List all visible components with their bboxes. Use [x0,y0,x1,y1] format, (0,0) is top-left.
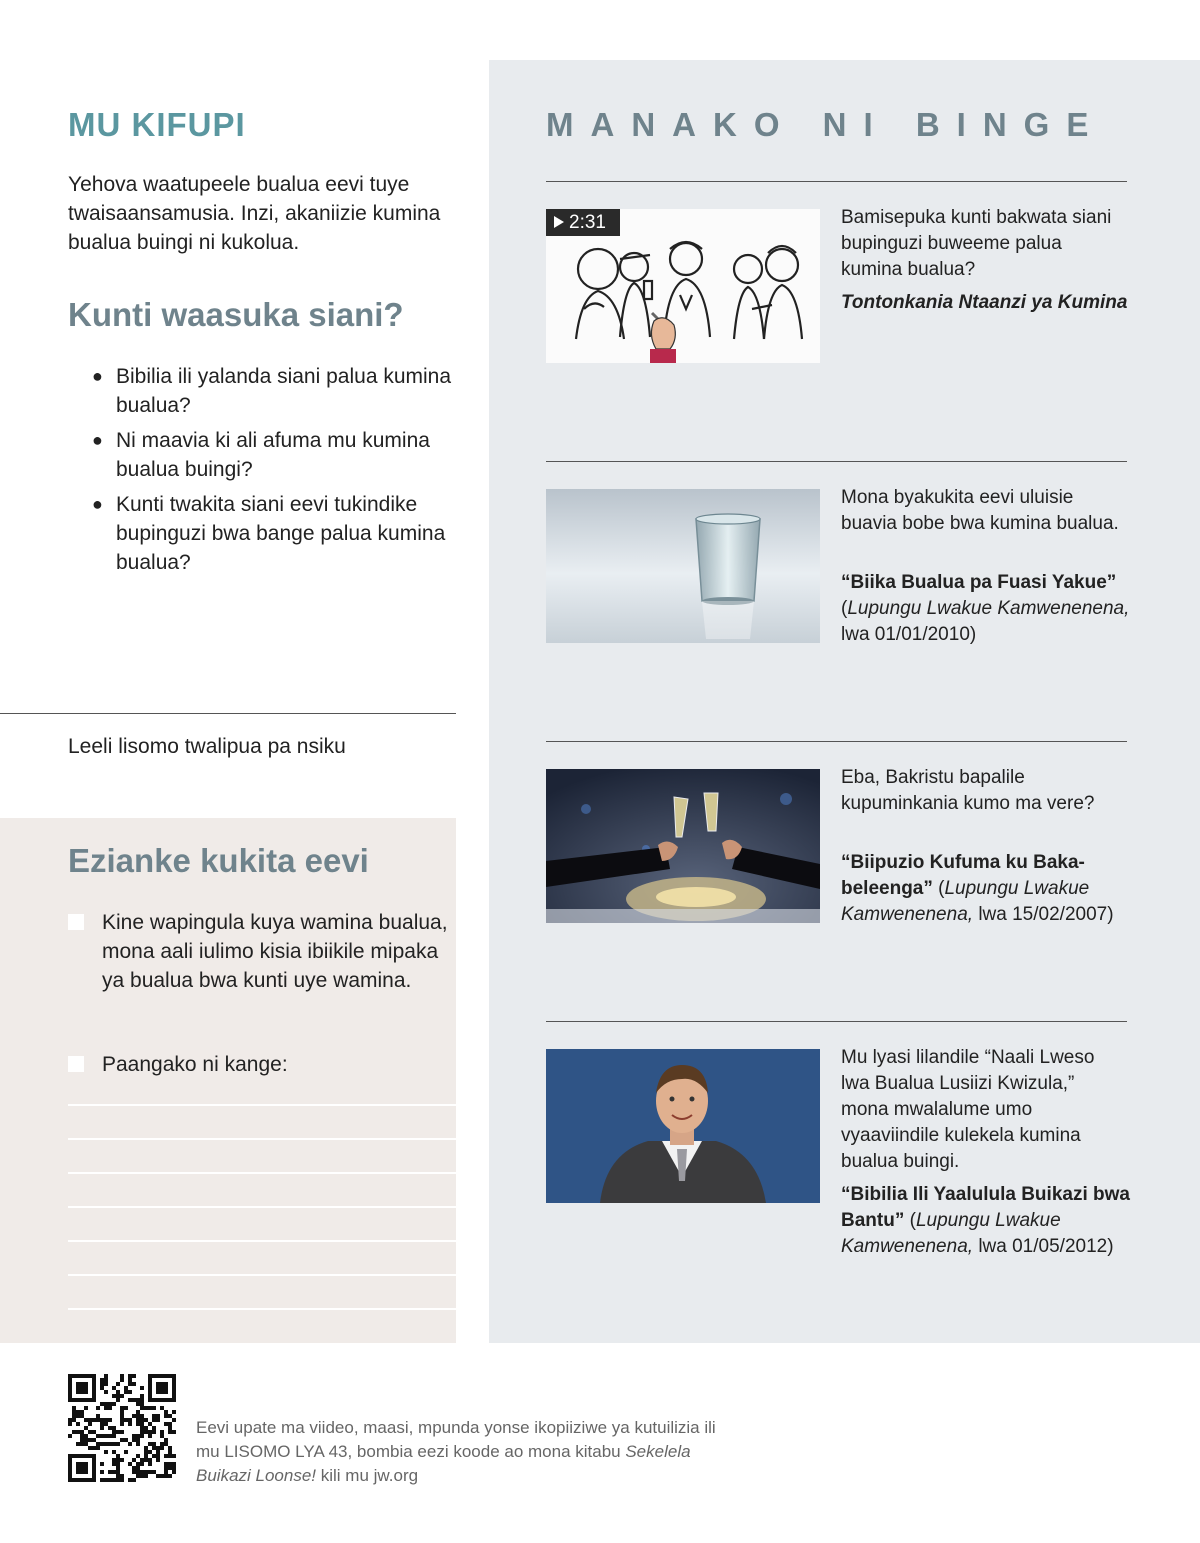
writing-line[interactable] [68,1240,456,1242]
footer-text: Eevi upate ma viideo, maasi, mpunda yonse ikopiiziwe ya kutuilizia ili mu LISOMO LYA 43, bombia eezi koode ao mona kitabu Sekelela Buikazi Loonse! kili mu jw.org [196,1418,716,1485]
bullet-icon: ● [92,366,103,386]
magazine-name: Lupungu Lwakue Kamwenenena, [841,878,1090,925]
entry-description: Mona byakukita eevi uluisie buavia bobe bwa kumina bualua. [841,487,1119,534]
article-reference[interactable]: “Biipuzio Kufuma ku Baka-beleenga” (Lupungu Lwakue Kamwenenena, lwa 15/02/2007) [841,852,1114,925]
date-label: Leeli lisomo twalipua pa nsiku [68,735,346,758]
article-reference[interactable]: “Biika Bualua pa Fuasi Yakue” (Lupungu Lwakue Kamwenenena, lwa 01/01/2010) [841,572,1130,645]
entry-description: Bamisepuka kunti bakwata siani bupinguzi buweeme palua kumina bualua? [841,207,1112,280]
divider [546,1021,1127,1022]
book-title: Sekelela Buikazi Loonse! [196,1442,691,1485]
article-reference[interactable]: “Bibilia Ili Yaalulula Buikazi bwa Bantu” (Lupungu Lwakue Kamwenenena, lwa 01/05/2012) [841,1184,1130,1257]
writing-line[interactable] [68,1308,456,1310]
issue-date: lwa 15/02/2007 [978,904,1108,925]
checklist-text: Kine wapingula kuya wamina bualua, mona aali iulimo kisia ibiikile mipaka ya bualua bwa kunti uye wamina. [102,911,448,992]
article-title[interactable]: “Bibilia Ili Yaalulula Buikazi bwa Bantu” [841,1184,1130,1231]
writing-line[interactable] [68,1138,456,1140]
question-item [92,490,462,577]
divider [546,461,1127,462]
checkbox[interactable] [68,1056,84,1072]
video-thumbnail[interactable] [546,209,820,363]
more-title: MANAKO NI BINGE [546,106,1106,143]
divider [0,713,456,714]
summary-title: MU KIFUPI [68,106,246,143]
bullet-icon: ● [92,430,103,450]
writing-line[interactable] [68,1104,456,1106]
play-icon [554,216,564,228]
magazine-name: Lupungu Lwakue Kamwenenena, [841,1210,1061,1257]
entry-description: Eba, Bakristu bapalile kupuminkania kumo ma vere? [841,767,1095,814]
magazine-name: Lupungu Lwakue Kamwenenena, [847,598,1130,619]
entry-description: Mu lyasi lilandile “Naali Lweso lwa Bualua Lusiizi Kwizula,” mona mwalalume umo vyaaviindile kulekela kumina bualua buingi. [841,1047,1095,1172]
writing-line[interactable] [68,1172,456,1174]
qr-code[interactable] [68,1374,176,1482]
issue-date: lwa 01/05/2012 [978,1236,1108,1257]
qr-code-icon [68,1374,176,1482]
question-text: Kunti twakita siani eevi tukindike bupinguzi bwa bange palua kumina bualua? [116,493,446,574]
question-text: Ni maavia ki ali afuma mu kumina bualua buingi? [116,429,430,481]
writing-line[interactable] [68,1206,456,1208]
divider [546,741,1127,742]
video-title-link[interactable]: Tontonkania Ntaanzi ya Kumina [841,292,1128,313]
questions-title: Kunti waasuka siani? [68,296,404,333]
checklist-item[interactable] [68,1050,448,1079]
man-portrait-photo [546,1049,820,1203]
action-title: Ezianke kukita eevi [68,842,369,879]
issue-date: lwa 01/01/2010 [841,624,970,645]
checkbox[interactable] [68,914,84,930]
checklist-text: Paangako ni kange: [102,1053,288,1076]
video-duration: 2:31 [546,209,620,236]
writing-line[interactable] [68,1274,456,1276]
divider [546,181,1127,182]
checklist-item[interactable] [68,908,448,995]
questions-list [92,362,462,583]
question-text: Bibilia ili yalanda siani palua kumina bualua? [116,365,452,417]
article-title[interactable]: “Biika Bualua pa Fuasi Yakue” [841,572,1117,593]
toast-photo [546,769,820,923]
summary-text: Yehova waatupeele bualua eevi tuye twaisaansamusia. Inzi, akaniizie kumina bualua buingi ni kukolua. [68,173,441,254]
glass-photo [546,489,820,643]
question-item [92,426,462,484]
action-box [0,818,456,1343]
article-title[interactable]: “Biipuzio Kufuma ku Baka-beleenga” [841,852,1085,899]
question-item [92,362,462,420]
bullet-icon: ● [92,494,103,514]
